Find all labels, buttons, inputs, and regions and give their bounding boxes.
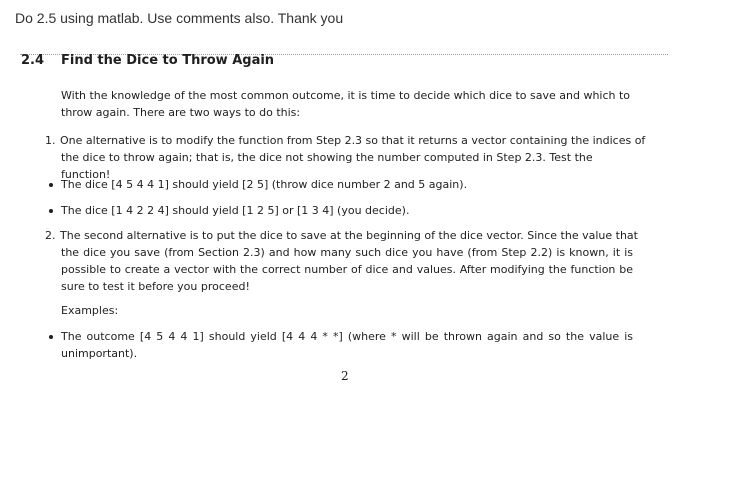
alternative-1-lead: One alternative is to modify the function from Step 2.3 so that it returns a vector containing the indices of [60,134,646,147]
examples-label: Examples: [61,304,119,317]
intro-paragraph: With the knowledge of the most common outcome, it is time to decide which dice to save and which to throw again. There are two ways to do this: [61,89,631,119]
bullet-item: The dice [1 4 2 2 4] should yield [1 2 5] or [1 3 4] (you decide). [61,204,410,217]
list-marker-2: 2. [45,229,56,242]
bullet-item: The dice [4 5 4 4 1] should yield [2 5] (throw dice number 2 and 5 again). [61,178,468,191]
section-title: Find the Dice to Throw Again [61,53,275,68]
question-text: Do 2.5 using matlab. Use comments also. Thank you [15,10,344,26]
alternative-1-text: the dice to throw again; that is, the dice not showing the number computed in Step 2.3. Test the function! [61,151,593,181]
page-number: 2 [341,369,349,383]
bullet-icon [49,335,53,339]
list-marker-1: 1. [45,134,56,147]
alternative-2-lead: The second alternative is to put the dice to save at the beginning of the dice vector. Since the value that [60,229,638,242]
bullet-icon [49,183,53,187]
section-number: 2.4 [21,53,45,68]
bullet-item: The outcome [4 5 4 4 1] should yield [4 4 4 * *] (where * will be thrown again and so the value is unimportant). [61,330,633,360]
bullet-icon [49,209,53,213]
alternative-2-text: the dice you save (from Section 2.3) and how many such dice you have (from Step 2.2) is known, it is possible to create a vector with the correct number of dice and values. After modifying the function be sure to test it before you proceed! [61,246,633,293]
